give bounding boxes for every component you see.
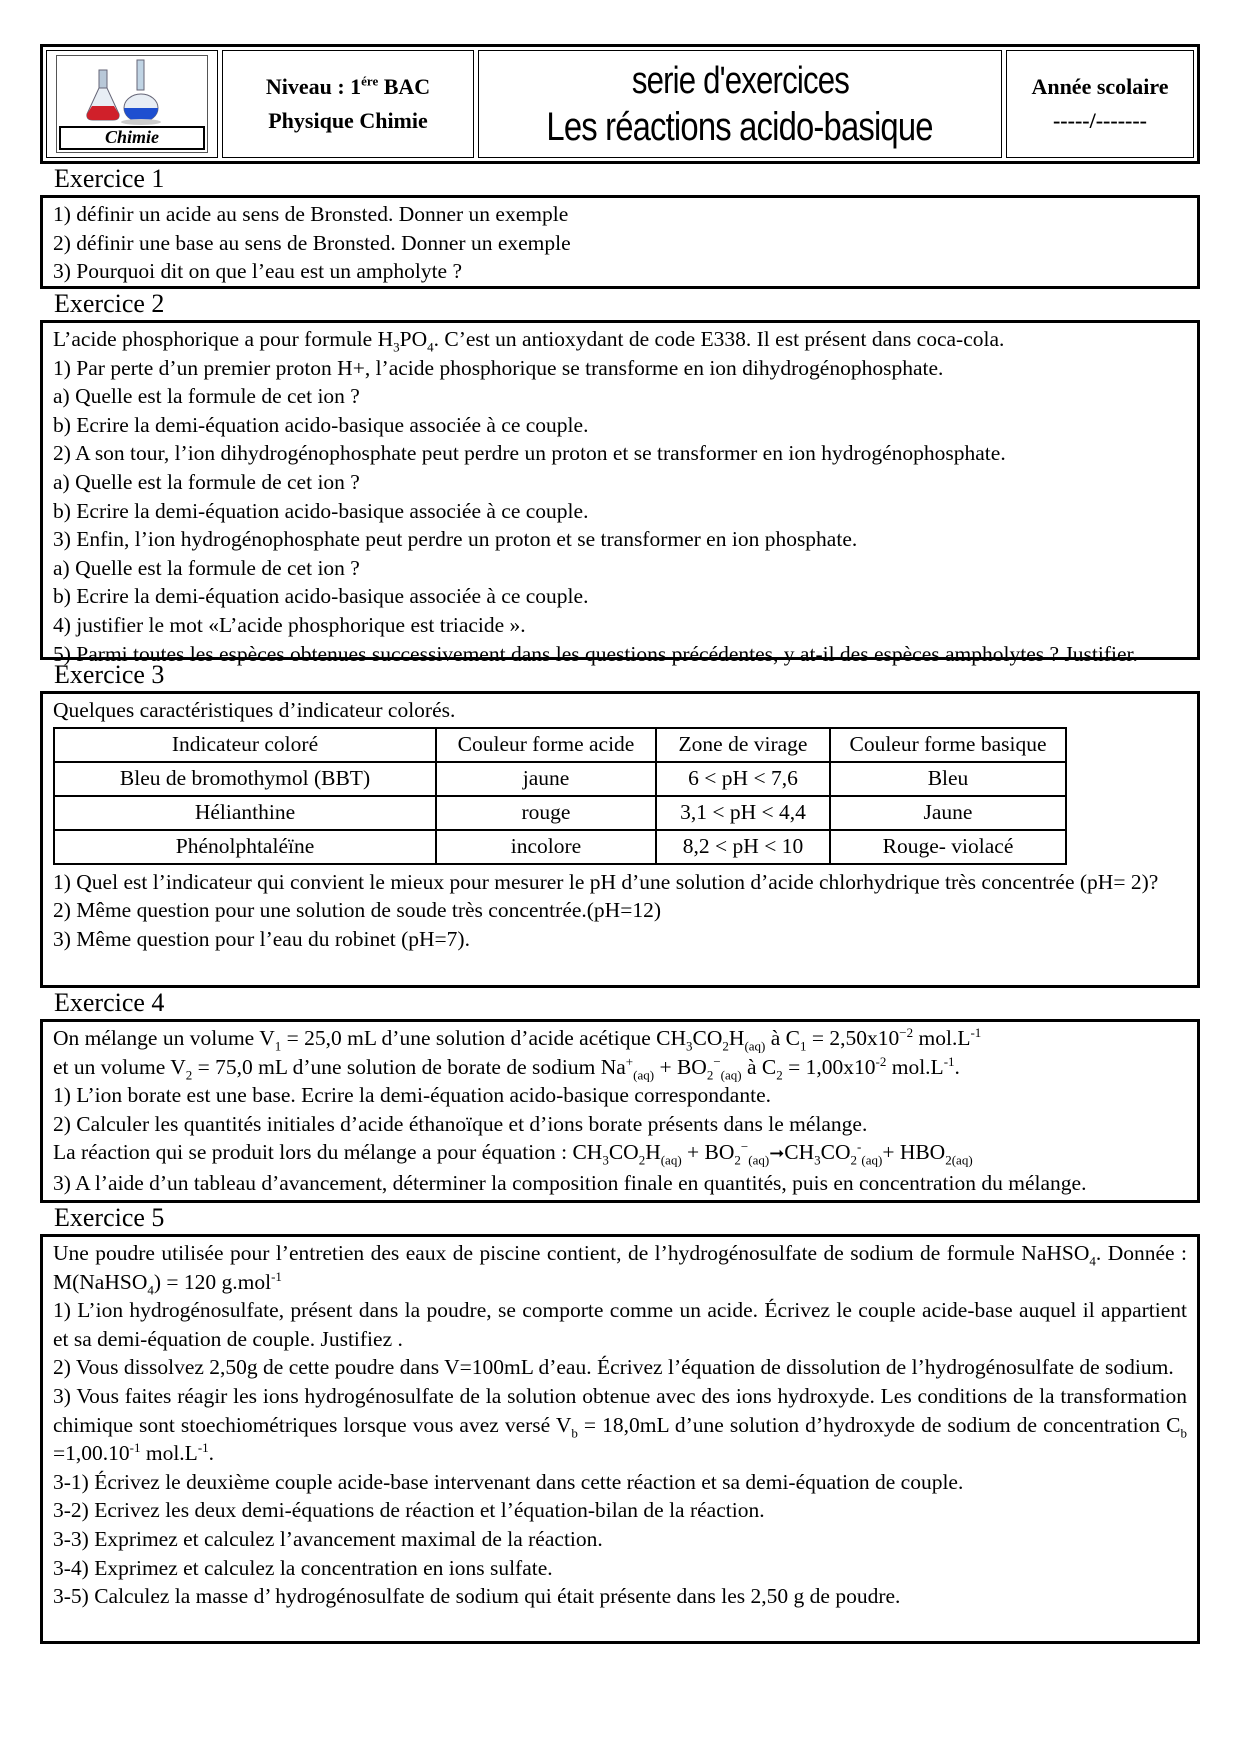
series-title: serie d'exercices xyxy=(631,60,849,102)
ex3-q2: 2) Même question pour une solution de soude très concentrée.(pH=12) xyxy=(53,898,661,923)
table-row xyxy=(54,796,1066,830)
ex5-intro: Une poudre utilisée pour l’entretien des eaux de piscine contient, de l’hydrogénosulfate de sodium de formule NaHSO$_4$. Donnée : M(NaHSO$_4$) = 120 g.mol$^{-1}$ xyxy=(53,1241,1187,1297)
table-cell: incolore xyxy=(436,830,656,864)
table-cell: Bleu xyxy=(830,762,1066,796)
table-cell: 8,2 < pH < 10 xyxy=(656,830,830,864)
exercise-1-title: Exercice 1 xyxy=(54,164,165,193)
ex4-q1: 1) L’ion borate est une base. Ecrire la demi-équation acido-basique correspondante. xyxy=(53,1083,771,1108)
year-label: Année scolaire xyxy=(1031,74,1169,99)
exercise-3-title: Exercice 3 xyxy=(54,660,165,689)
ex3-q3: 3) Même question pour l’eau du robinet (pH=7). xyxy=(53,926,470,951)
flask-icon xyxy=(57,56,207,128)
ex4-q2: 2) Calculer les quantités initiales d’acide éthanoïque et d’ions borate présents dans le mélange. xyxy=(53,1111,868,1136)
ex2-intro: L’acide phosphorique a pour formule $H_3PO_4$. C’est un antioxydant de code E338. Il est présent dans coca-cola. xyxy=(53,327,1005,355)
logo-label: Chimie xyxy=(59,126,205,150)
ex5-sub-question: 3-3) Exprimez et calculez l’avancement maximal de la réaction. xyxy=(53,1526,603,1551)
ex2-q5: 5) Parmi toutes les espèces obtenues successivement dans les questions précédentes, y at-il des espèces ampholytes ? Justifier. xyxy=(53,641,1138,666)
level-text: Niveau : $1^{ére}$ BAC xyxy=(265,73,431,99)
exercise-4-box xyxy=(40,1019,1200,1203)
table-cell: rouge xyxy=(436,796,656,830)
exercise-5-title: Exercice 5 xyxy=(54,1203,165,1232)
ex2-line: 4) justifier le mot «L’acide phosphorique est triacide ». xyxy=(53,612,526,637)
ex2-line: a) Quelle est la formule de cet ion ? xyxy=(53,384,360,409)
table-cell: Hélianthine xyxy=(54,796,436,830)
ex2-line: 3) Enfin, l’ion hydrogénophosphate peut perdre un proton et se transformer en ion phosphate. xyxy=(53,527,858,552)
chemistry-logo xyxy=(46,50,218,158)
ex5-sub-question: 3-5) Calculez la masse d’ hydrogénosulfate de sodium qui était présente dans les 2,50 g de poudre. xyxy=(53,1584,901,1609)
table-cell: Rouge- violacé xyxy=(830,830,1066,864)
table-header: Couleur forme acide xyxy=(436,728,656,762)
exercise-2-box xyxy=(40,320,1200,666)
table-row xyxy=(54,830,1066,864)
ex3-q1: 1) Quel est l’indicateur qui convient le mieux pour mesurer le pH d’une solution d’acide chlorhydrique très concentrée (pH= 2)? xyxy=(53,869,1159,894)
table-cell: 3,1 < pH < 4,4 xyxy=(656,796,830,830)
arrow-icon: ➞ xyxy=(769,1143,785,1165)
worksheet-page xyxy=(40,44,1200,1644)
table-header: Zone de virage xyxy=(656,728,830,762)
ex2-line: 1) Par perte d’un premier proton H+, l’acide phosphorique se transforme en ion dihydrogénophosphate. xyxy=(53,355,944,380)
ex3-intro: Quelques caractéristiques d’indicateur colorés. xyxy=(53,698,456,722)
ex5-sub-question: 3-1) Écrivez le deuxième couple acide-base intervenant dans cette réaction et sa demi-équation de couple. xyxy=(53,1469,964,1494)
ex1-line: 3) Pourquoi dit on que l’eau est un ampholyte ? xyxy=(53,259,463,284)
ex1-line: 2) définir une base au sens de Bronsted. Donner un exemple xyxy=(53,230,571,255)
ex2-line: b) Ecrire la demi-équation acido-basique associée à ce couple. xyxy=(53,584,589,609)
exercise-3-box xyxy=(40,691,1200,988)
table-header-row xyxy=(54,728,1066,762)
chapter-title: Les réactions acido-basique xyxy=(546,105,934,149)
table-cell: jaune xyxy=(436,762,656,796)
exercise-5-box xyxy=(40,1234,1200,1644)
ex5-q2: 2) Vous dissolvez 2,50g de cette poudre dans V=100mL d’eau. Écrivez l’équation de dissolution de l’hydrogénosulfate de sodium. xyxy=(53,1355,1174,1380)
table-row xyxy=(54,762,1066,796)
subject-text: Physique Chimie xyxy=(268,108,428,133)
ex1-line: 1) définir un acide au sens de Bronsted. Donner un exemple xyxy=(53,202,569,226)
ex2-line: a) Quelle est la formule de cet ion ? xyxy=(53,469,360,494)
ex2-line: b) Ecrire la demi-équation acido-basique associée à ce couple. xyxy=(53,412,589,437)
table-cell: Bleu de bromothymol (BBT) xyxy=(54,762,436,796)
exercise-4-title: Exercice 4 xyxy=(54,988,165,1017)
ex5-sub-question: 3-4) Exprimez et calculez la concentration en ions sulfate. xyxy=(53,1555,553,1580)
ex5-sub-question: 3-2) Ecrivez les deux demi-équations de réaction et l’équation-bilan de la réaction. xyxy=(53,1498,765,1523)
indicator-table xyxy=(53,727,1067,865)
exercise-1-box xyxy=(40,195,1200,289)
ex5-q3: 3) Vous faites réagir les ions hydrogénosulfate de la solution obtenue avec des ions hydroxyde. Les conditions de la transformation chimique sont stoechiométriques lorsque vous avez versé $V_b = 18,0mL$ d’une solution d’hydroxyde de sodium de concentration $C_b =1,00.10^{-1}$ $mol.L^{-1}$. xyxy=(53,1383,1187,1466)
ex4-mix-line-1: On mélange un volume $V_1 = 25,0$ mL d’une solution d’acide acétique $CH_3CO_2H_{(aq)}$ à $C_1 = 2,50x10^{-2}$ $mol.L^{-1}$ xyxy=(53,1024,982,1054)
table-header: Indicateur coloré xyxy=(54,728,436,762)
header xyxy=(40,44,1200,164)
table-cell: 6 < pH < 7,6 xyxy=(656,762,830,796)
ex4-mix-line-2: et un volume $V_2 = 75,0$ mL d’une solution de borate de sodium $Na^+_{(aq)} + BO_2^-_{(aq)}$ à $C_2 = 1,00x10^{-2}$ $mol.L^{-1}$. xyxy=(53,1053,960,1082)
table-cell: Jaune xyxy=(830,796,1066,830)
ex2-line: 2) A son tour, l’ion dihydrogénophosphate peut perdre un proton et se transformer en ion hydrogénophosphate. xyxy=(53,441,1006,466)
ex4-q3: 3) A l’aide d’un tableau d’avancement, déterminer la composition finale en quantités, puis en concentration du mélange. xyxy=(53,1170,1087,1195)
title-cell xyxy=(478,50,1002,158)
year-cell xyxy=(1006,50,1194,158)
year-value: -----/------- xyxy=(1052,108,1148,133)
ex2-line: a) Quelle est la formule de cet ion ? xyxy=(53,555,360,580)
level-cell xyxy=(222,50,474,158)
ex5-q1: 1) L’ion hydrogénosulfate, présent dans la poudre, se comporte comme un acide. Écrivez le couple acide-base auquel il appartient et sa demi-équation de couple. Justifiez . xyxy=(53,1298,1187,1351)
table-cell: Phénolphtaléïne xyxy=(54,830,436,864)
table-header: Couleur forme basique xyxy=(830,728,1066,762)
ex2-line: b) Ecrire la demi-équation acido-basique associée à ce couple. xyxy=(53,498,589,523)
exercise-2-title: Exercice 2 xyxy=(54,289,165,318)
ex4-reaction: La réaction qui se produit lors du mélange a pour équation : $CH_3CO_2H_{(aq)}$ + $BO_2^-_{(aq)}➞CH_3CO_2^-_{(aq)}+ HBO_{2(aq)}$ xyxy=(53,1139,973,1168)
